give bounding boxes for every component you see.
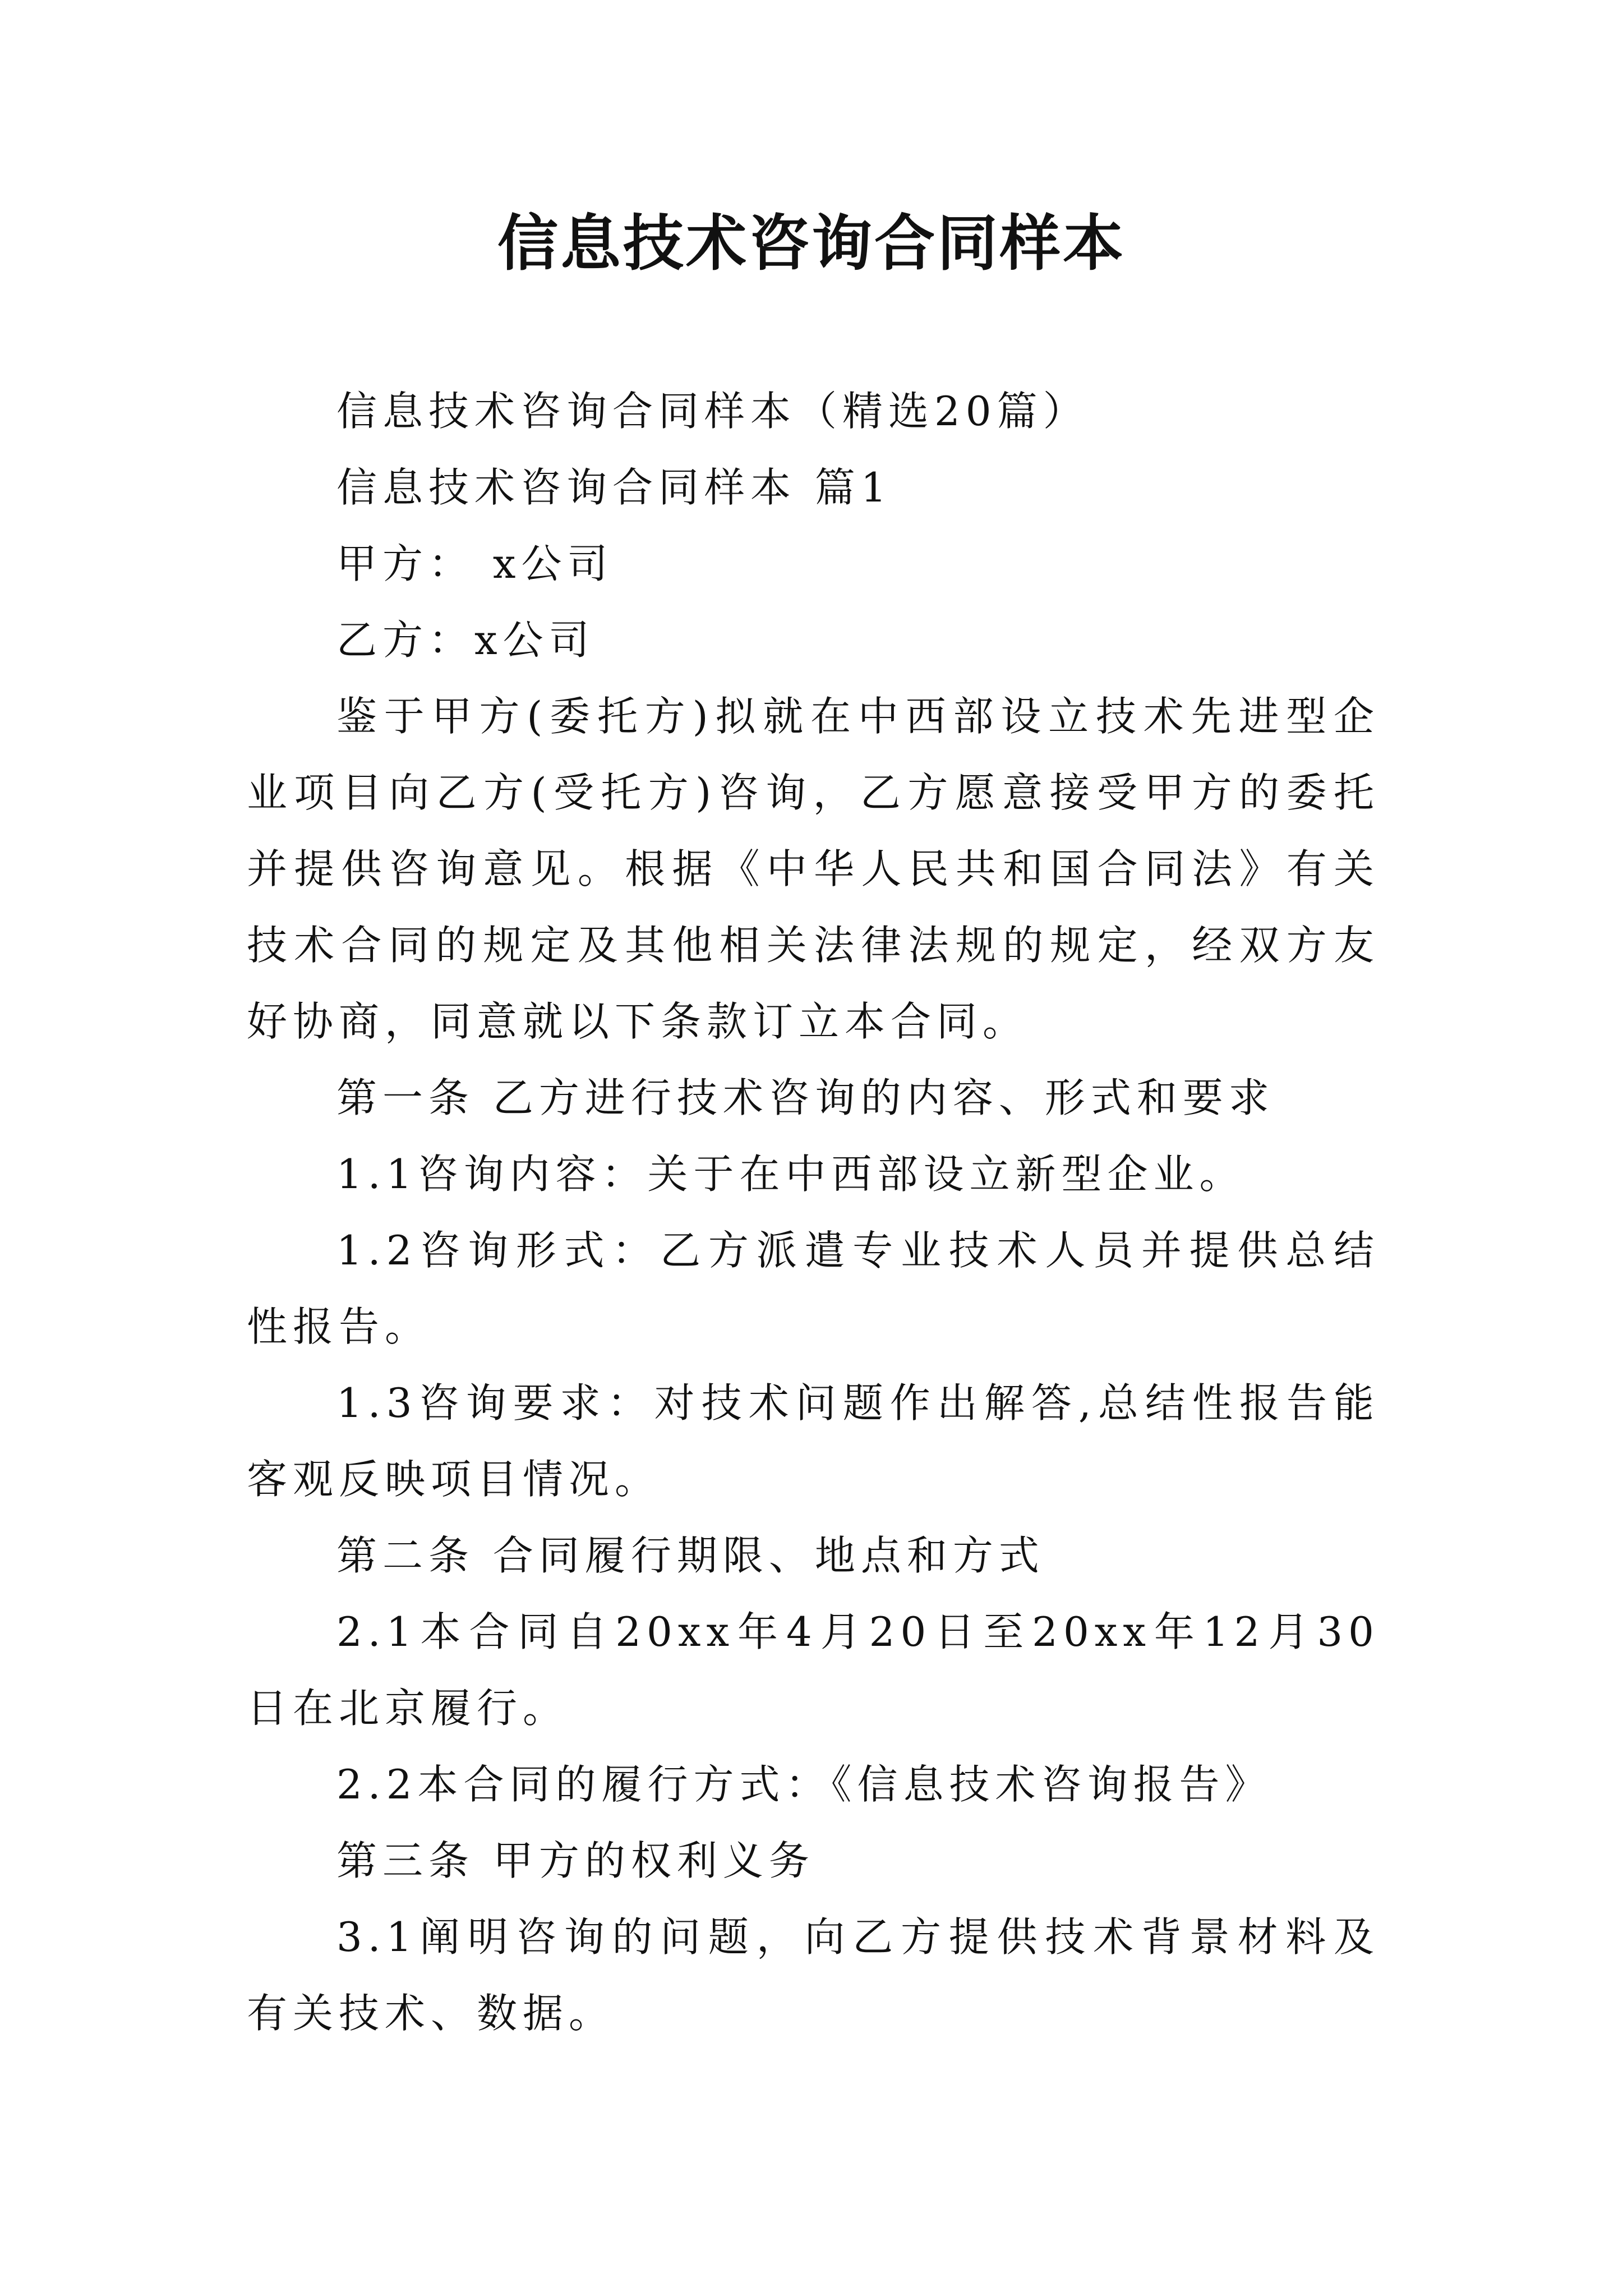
paragraph-clause-2-heading: 第二条 合同履行期限、地点和方式: [336, 1532, 1045, 1579]
paragraph-clause-1-2: 1.2咨询形式：乙方派遣专业技术人员并提供总结性报告。: [247, 1227, 1380, 1350]
paragraph-article-heading: 信息技术咨询合同样本 篇1: [336, 464, 892, 511]
paragraph-preamble: 鉴于甲方(委托方)拟就在中西部设立技术先进型企业项目向乙方(受托方)咨询，乙方愿意接受甲方的委托并提供咨询意见。根据《中华人民共和国合同法》有关技术合同的规定及其他相关法律法规的规定，经双方友好协商，同意就以下条款订立本合同。: [247, 693, 1380, 1045]
document-body: [247, 373, 1380, 2051]
paragraph-clause-3-heading: 第三条 甲方的权利义务: [336, 1837, 815, 1884]
paragraph-clause-1-3: 1.3咨询要求：对技术问题作出解答,总结性报告能客观反映项目情况。: [247, 1379, 1380, 1503]
paragraph-party-a: 甲方： x公司: [336, 540, 614, 587]
paragraph-clause-3-1: 3.1阐明咨询的问题，向乙方提供技术背景材料及有关技术、数据。: [247, 1913, 1380, 2037]
document-title: 信息技术咨询合同样本: [497, 209, 1126, 279]
paragraph-clause-1-1: 1.1咨询内容：关于在中西部设立新型企业。: [336, 1151, 1246, 1198]
paragraph-clause-2-1: 2.1本合同自20xx年4月20日至20xx年12月30日在北京履行。: [247, 1608, 1380, 1732]
paragraph-collection-title: 信息技术咨询合同样本（精选20篇）: [336, 388, 1089, 435]
paragraph-clause-1-heading: 第一条 乙方进行技术咨询的内容、形式和要求: [336, 1074, 1275, 1121]
paragraph-party-b: 乙方：x公司: [336, 616, 595, 664]
paragraph-clause-2-2: 2.2本合同的履行方式：《信息技术咨询报告》: [336, 1761, 1271, 1808]
